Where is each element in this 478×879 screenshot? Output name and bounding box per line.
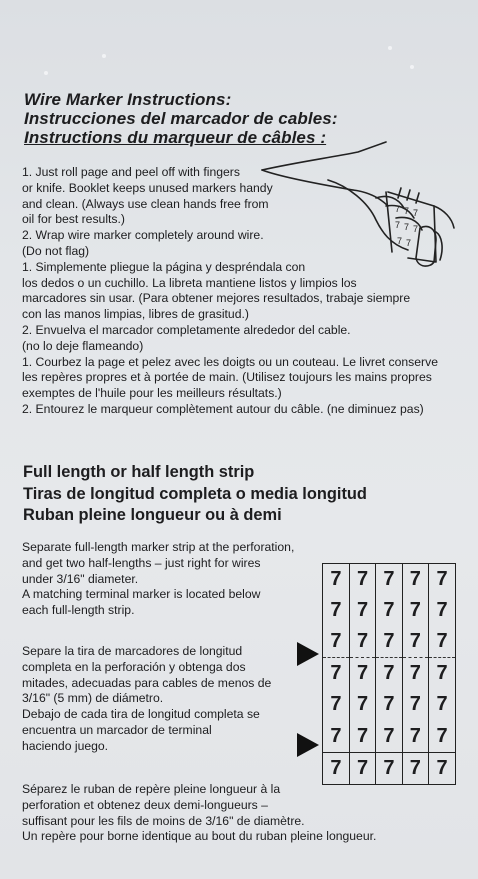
heading-french: Instructions du marqueur de câbles : xyxy=(24,128,327,147)
marker-cell: 7 xyxy=(376,658,402,690)
text-line: Separate full-length marker strip at the perforation, xyxy=(22,540,295,554)
marker-cell: 7 xyxy=(349,752,375,784)
dot xyxy=(410,65,414,69)
instruction-line: marcadores sin usar. (Para obtener mejores resultados, trabaje siempre xyxy=(22,291,411,306)
marker-cell: 7 xyxy=(349,689,375,720)
instruction-line: 1. Courbez la page et pelez avec les doigts ou un couteau. Le livret conserve xyxy=(22,354,438,369)
text-line: and get two half-lengths – just right for wires xyxy=(22,555,261,570)
strip-heading xyxy=(23,462,367,527)
marker-cell: 7 xyxy=(330,599,342,622)
instruction-line: los dedos o un cuchillo. La libreta mantiene listos y limpios los xyxy=(22,275,357,290)
marker-cell: 7 xyxy=(330,693,342,716)
instruction-line: or knife. Booklet keeps unused markers handy xyxy=(22,180,273,195)
strip-heading-spanish: Tiras de longitud completa o media longitud xyxy=(23,484,367,503)
marker-cell: 7 xyxy=(429,658,455,690)
marker-cell: 7 xyxy=(323,658,349,690)
marker-cell: 7 xyxy=(429,689,455,720)
marker-cell: 7 xyxy=(349,564,375,595)
marker-cell: 7 xyxy=(429,626,455,658)
instruction-line: les repères propres et à portée de main. (Utilisez toujours les mains propres xyxy=(22,370,432,385)
instruction-line: 1. Simplemente pliegue la página y despréndala con xyxy=(22,259,306,274)
svg-text:7: 7 xyxy=(406,238,412,248)
marker-cell: 7 xyxy=(376,564,402,595)
dot xyxy=(44,71,48,75)
svg-text:7: 7 xyxy=(395,204,401,214)
heading-english: Wire Marker Instructions: xyxy=(24,90,232,109)
marker-cell: 7 xyxy=(376,721,402,753)
instruction-line: 2. Wrap wire marker completely around wire. xyxy=(22,228,264,243)
instruction-line: and clean. (Always use clean hands free from xyxy=(22,196,269,211)
svg-text:7: 7 xyxy=(395,220,401,230)
marker-cell: 7 xyxy=(429,595,455,626)
marker-cell: 7 xyxy=(376,626,402,658)
text-line: haciendo juego. xyxy=(22,738,109,753)
instruction-line: con las manos limpias, libres de grasitud.) xyxy=(22,307,249,322)
text-line: under 3/16" diameter. xyxy=(22,571,139,586)
strip-text-french xyxy=(22,782,376,845)
text-line: 3/16" (5 mm) de diámetro. xyxy=(22,691,164,706)
marker-cell: 7 xyxy=(429,564,455,595)
svg-text:7: 7 xyxy=(404,222,410,232)
marker-cell: 7 xyxy=(402,564,428,595)
marker-cell: 7 xyxy=(402,595,428,626)
marker-strip-diagram xyxy=(322,563,456,785)
marker-cell: 7 xyxy=(402,626,428,658)
svg-text:7: 7 xyxy=(397,236,403,246)
instruction-line: oil for best results.) xyxy=(22,212,125,227)
strip-heading-french: Ruban pleine longueur ou à demi xyxy=(23,506,282,524)
instruction-line: 2. Entourez le marqueur complètement autour du câble. (ne diminuez pas) xyxy=(22,401,424,416)
marker-row xyxy=(323,564,455,595)
marker-cell: 7 xyxy=(349,595,375,626)
instructions-text xyxy=(22,165,462,418)
marker-row xyxy=(323,595,455,626)
instruction-line: (Do not flag) xyxy=(22,243,90,258)
marker-cell: 7 xyxy=(429,752,455,784)
heading-spanish: Instrucciones del marcador de cables: xyxy=(24,109,338,128)
triangle-right-icon xyxy=(297,733,319,757)
text-line: Debajo de cada tira de longitud completa se xyxy=(22,707,260,722)
marker-row-perforation xyxy=(323,658,455,690)
dot xyxy=(102,54,106,58)
marker-cell: 7 xyxy=(402,689,428,720)
marker-cell: 7 xyxy=(376,689,402,720)
text-line: Un repère pour borne identique au bout du ruban pleine longueur. xyxy=(22,829,377,844)
marker-row xyxy=(323,626,455,658)
marker-cell: 7 xyxy=(349,658,375,690)
instruction-line: exemptes de l'huile pour les meilleurs résultats.) xyxy=(22,386,282,401)
marker-cell: 7 xyxy=(323,752,349,784)
marker-row xyxy=(323,689,455,720)
text-line: Séparez le ruban de repère pleine longueur à la xyxy=(22,782,281,796)
text-line: A matching terminal marker is located below xyxy=(22,587,261,602)
terminal-marker-row xyxy=(323,752,455,784)
strip-heading-english: Full length or half length strip xyxy=(23,463,255,481)
text-line: perforation et obtenez deux demi-longueurs – xyxy=(22,797,268,812)
text-line: encuentra un marcador de terminal xyxy=(22,722,212,737)
marker-cell: 7 xyxy=(349,626,375,658)
svg-text:7: 7 xyxy=(413,224,419,234)
text-line: mitades, adecuadas para cables de menos de xyxy=(22,675,272,690)
marker-row xyxy=(323,721,455,753)
text-line: each full-length strip. xyxy=(22,603,135,618)
svg-text:7: 7 xyxy=(404,206,410,216)
strip-text-english xyxy=(22,540,294,619)
marker-cell: 7 xyxy=(429,721,455,753)
marker-cell: 7 xyxy=(376,752,402,784)
marker-cell: 7 xyxy=(402,752,428,784)
marker-cell: 7 xyxy=(376,595,402,626)
text-line: Separe la tira de marcadores de longitud xyxy=(22,644,243,658)
text-line: suffisant pour les fils de moins de 3/16" de diamètre. xyxy=(22,813,305,828)
marker-cell: 7 xyxy=(402,658,428,690)
instruction-line: (no lo deje flameando) xyxy=(22,338,144,353)
triangle-right-icon xyxy=(297,642,319,666)
instruction-line: 1. Just roll page and peel off with fingers xyxy=(22,165,240,179)
svg-text:7: 7 xyxy=(413,208,419,218)
marker-cell: 7 xyxy=(402,721,428,753)
text-line: completa en la perforación y obtenga dos xyxy=(22,659,246,674)
dot xyxy=(388,46,392,50)
marker-cell: 7 xyxy=(349,721,375,753)
marker-cell: 7 xyxy=(330,568,342,591)
instruction-line: 2. Envuelva el marcador completamente alrededor del cable. xyxy=(22,322,351,337)
marker-cell: 7 xyxy=(330,630,342,653)
marker-cell: 7 xyxy=(330,724,342,747)
strip-text-spanish xyxy=(22,644,271,755)
